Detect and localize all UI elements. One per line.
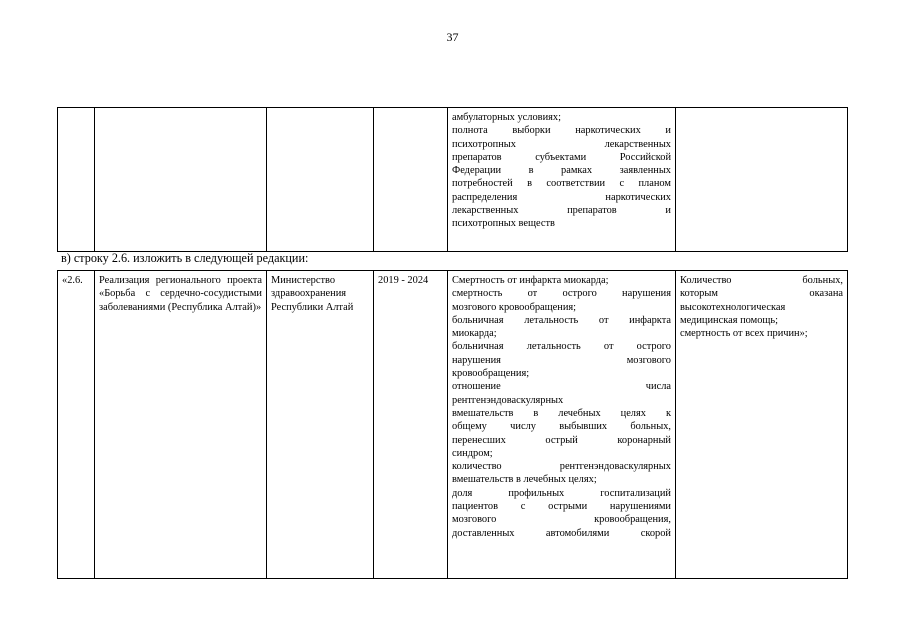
text-line: полнота выборки наркотических и: [452, 125, 671, 137]
text-line: которым оказана: [680, 288, 843, 300]
text-line: больничная летальность от инфаркта: [452, 314, 671, 326]
text-line: лекарственных препаратов и: [452, 205, 671, 217]
text-line: нарушения мозгового: [452, 354, 671, 366]
text-line: миокарда;: [452, 328, 497, 340]
text-line: медицинская помощь;: [680, 314, 779, 326]
continuation-table: [57, 107, 848, 252]
text-line: перенесших острый коронарный: [452, 434, 671, 446]
text-line: смертность от острого нарушения: [452, 288, 671, 300]
text-line: синдром;: [452, 447, 493, 459]
table-cell-empty: [58, 108, 95, 252]
text-line: высокотехнологическая: [680, 301, 786, 313]
text-line: доля профильных госпитализаций: [452, 487, 671, 499]
result-cell: [676, 271, 848, 579]
row-2-6-table: [57, 270, 848, 579]
text-line: распределения наркотических: [452, 191, 671, 203]
indicator-cell: [448, 108, 676, 252]
period-cell: 2019 - 2024: [374, 271, 448, 579]
text-line: Количество больных,: [680, 275, 843, 286]
text-line: Смертность от инфаркта миокарда;: [452, 275, 609, 286]
row-number-cell: «2.6.: [58, 271, 95, 579]
text-line: психотропных веществ: [452, 218, 555, 230]
text-line: Федерации в рамках заявленных: [452, 165, 671, 177]
text-line: общему числу выбывших больных,: [452, 421, 671, 433]
text-line: кровообращения;: [452, 368, 530, 380]
text-line: препаратов субъектами Российской: [452, 151, 671, 163]
text-line: психотропных лекарственных: [452, 138, 671, 150]
text-line: амбулаторных условиях;: [452, 112, 561, 123]
text-line: больничная летальность от острого: [452, 341, 671, 353]
page-number: 37: [446, 30, 459, 44]
table-cell-empty: [676, 108, 848, 252]
table-cell-empty: [374, 108, 448, 252]
amendment-instruction: в) строку 2.6. изложить в следующей редакции:: [61, 251, 309, 265]
project-name-cell: Реализация регионального проекта «Борьба с сердечно-сосудистыми заболеваниями (Республика Алтай)»: [95, 271, 267, 579]
table-row: [58, 108, 848, 252]
text-line: смертность от всех причин»;: [680, 328, 808, 340]
indicator-cell: [448, 271, 676, 579]
text-line: вмешательств в лечебных целях;: [452, 474, 597, 486]
table-cell-empty: [95, 108, 267, 252]
text-line: отношение числа: [452, 381, 671, 393]
text-line: количество рентгенэндоваскулярных: [452, 461, 671, 473]
text-line: потребностей в соответствии с планом: [452, 178, 671, 190]
executor-cell: Министерство здравоохранения Республики Алтай: [267, 271, 374, 579]
text-line: рентгенэндоваскулярных: [452, 394, 564, 406]
text-line: мозгового кровообращения,: [452, 514, 671, 526]
text-line: пациентов с острыми нарушениями: [452, 501, 671, 513]
table-row: [58, 271, 848, 579]
text-line: доставленных автомобилями скорой: [452, 527, 671, 539]
table-cell-empty: [267, 108, 374, 252]
text-line: мозгового кровообращения;: [452, 301, 577, 313]
text-line: вмешательств в лечебных целях к: [452, 407, 671, 419]
